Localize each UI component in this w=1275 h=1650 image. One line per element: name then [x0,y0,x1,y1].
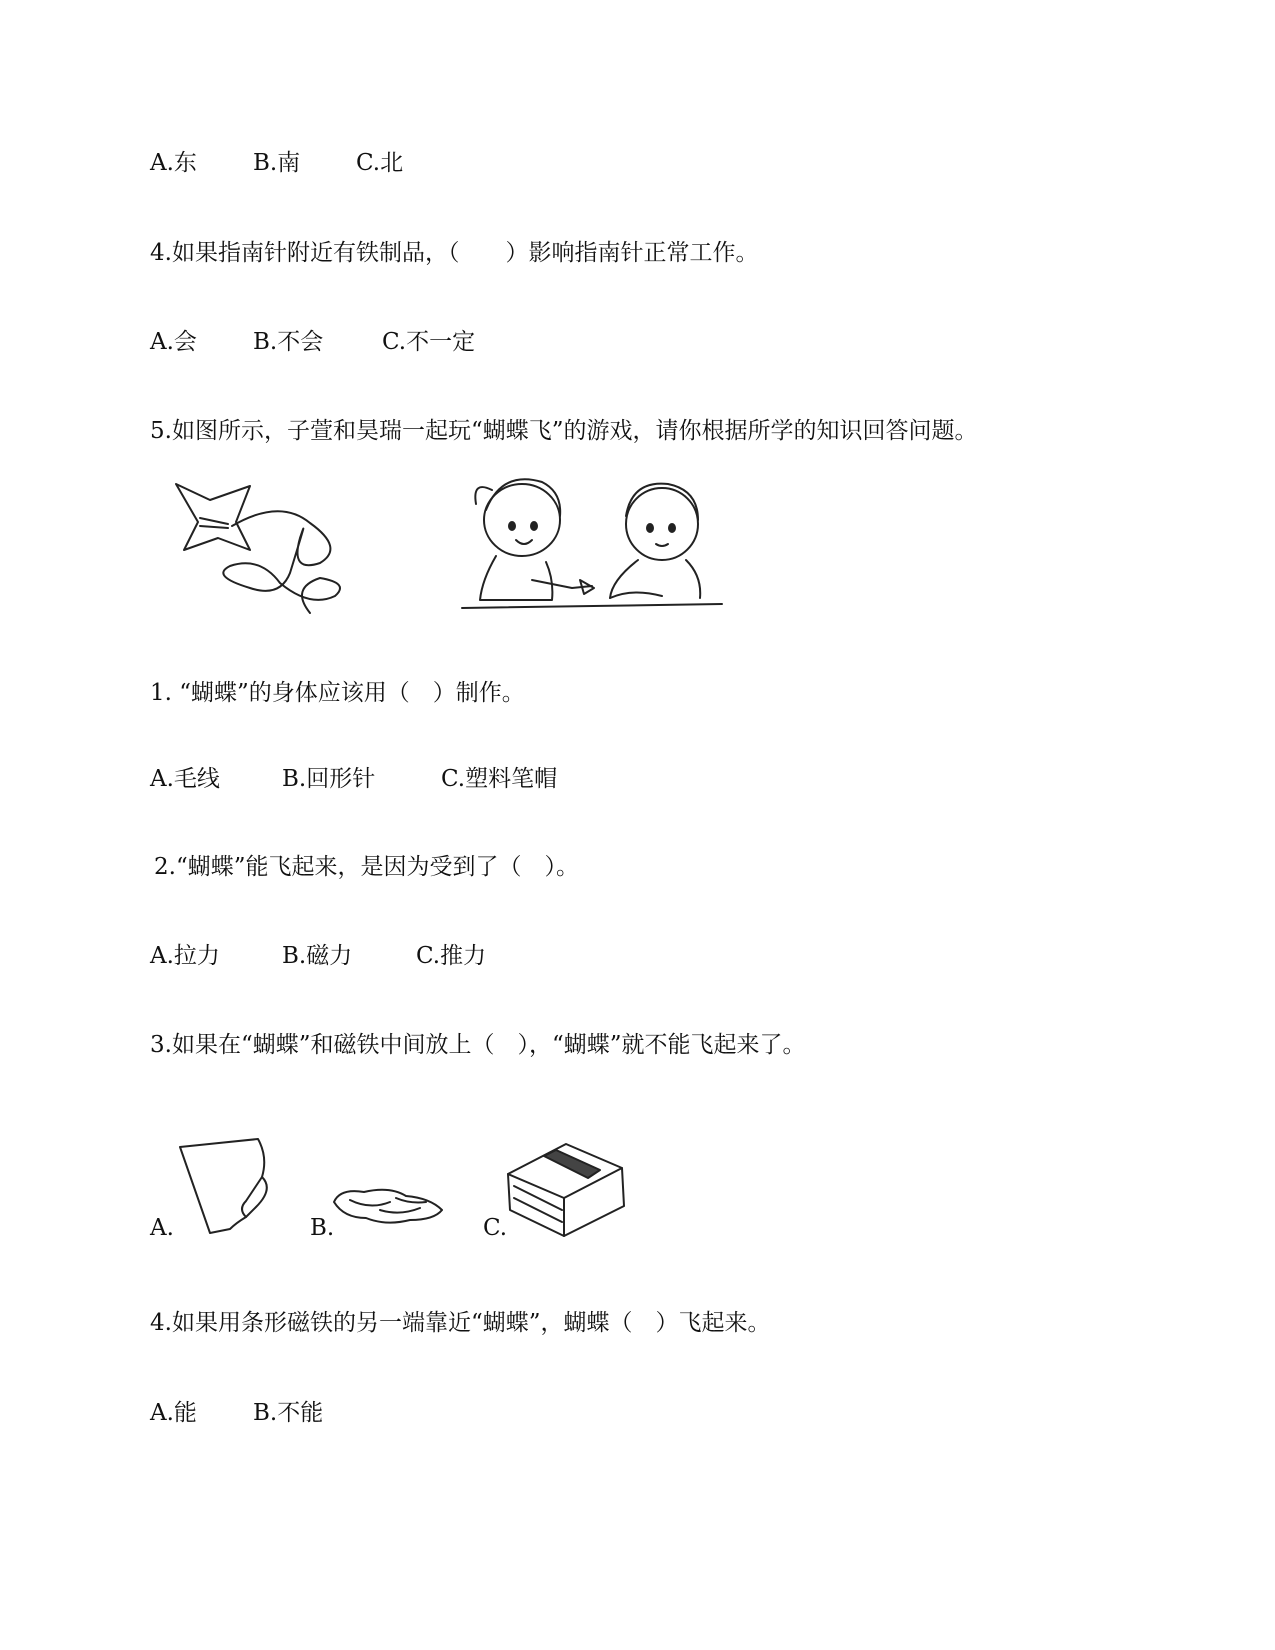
q5-sub1-option-c: C.塑料笔帽 [441,766,558,792]
cloth-rag-icon [330,1180,450,1230]
q5-sub3-question: 3.如果在“蝴蝶”和磁铁中间放上（ ），“蝴蝶”就不能飞起来了。 [150,1032,806,1058]
q3-option-a: A.东 [150,150,197,176]
book-icon [504,1140,634,1240]
children-playing-illustration [462,470,742,620]
q5-sub1-option-a: A.毛线 [150,766,220,792]
q3-option-b: B.南 [253,150,301,176]
q5-sub1-question: 1. “蝴蝶”的身体应该用（ ）制作。 [150,680,525,706]
q4-option-a: A.会 [150,329,197,355]
q3-option-c: C.北 [356,150,404,176]
q5-sub3-option-c: C. [483,1215,508,1241]
q5-intro: 5.如图所示，子萱和昊瑞一起玩“蝴蝶飞”的游戏，请你根据所学的知识回答问题。 [150,418,978,444]
q5-sub3-option-a: A. [150,1215,174,1241]
q5-sub4-question: 4.如果用条形磁铁的另一端靠近“蝴蝶”，蝴蝶（ ）飞起来。 [150,1310,771,1336]
q5-sub1-option-b: B.回形针 [282,766,376,792]
q5-sub3-option-b: B. [310,1215,335,1241]
q5-sub4-option-b: B.不能 [253,1400,324,1426]
butterfly-string-illustration [170,478,370,638]
q5-sub4-option-a: A.能 [150,1400,197,1426]
q4-option-b: B.不会 [253,329,324,355]
q4-question: 4.如果指南针附近有铁制品，（ ）影响指南针正常工作。 [150,240,759,266]
paper-sheet-icon [176,1137,286,1237]
q5-sub2-option-b: B.磁力 [282,943,353,969]
q4-option-c: C.不一定 [382,329,476,355]
q5-sub2-option-a: A.拉力 [150,943,220,969]
q5-sub2-question: 2.“蝴蝶”能飞起来，是因为受到了（ ）。 [154,854,579,880]
q5-sub2-option-c: C.推力 [416,943,487,969]
